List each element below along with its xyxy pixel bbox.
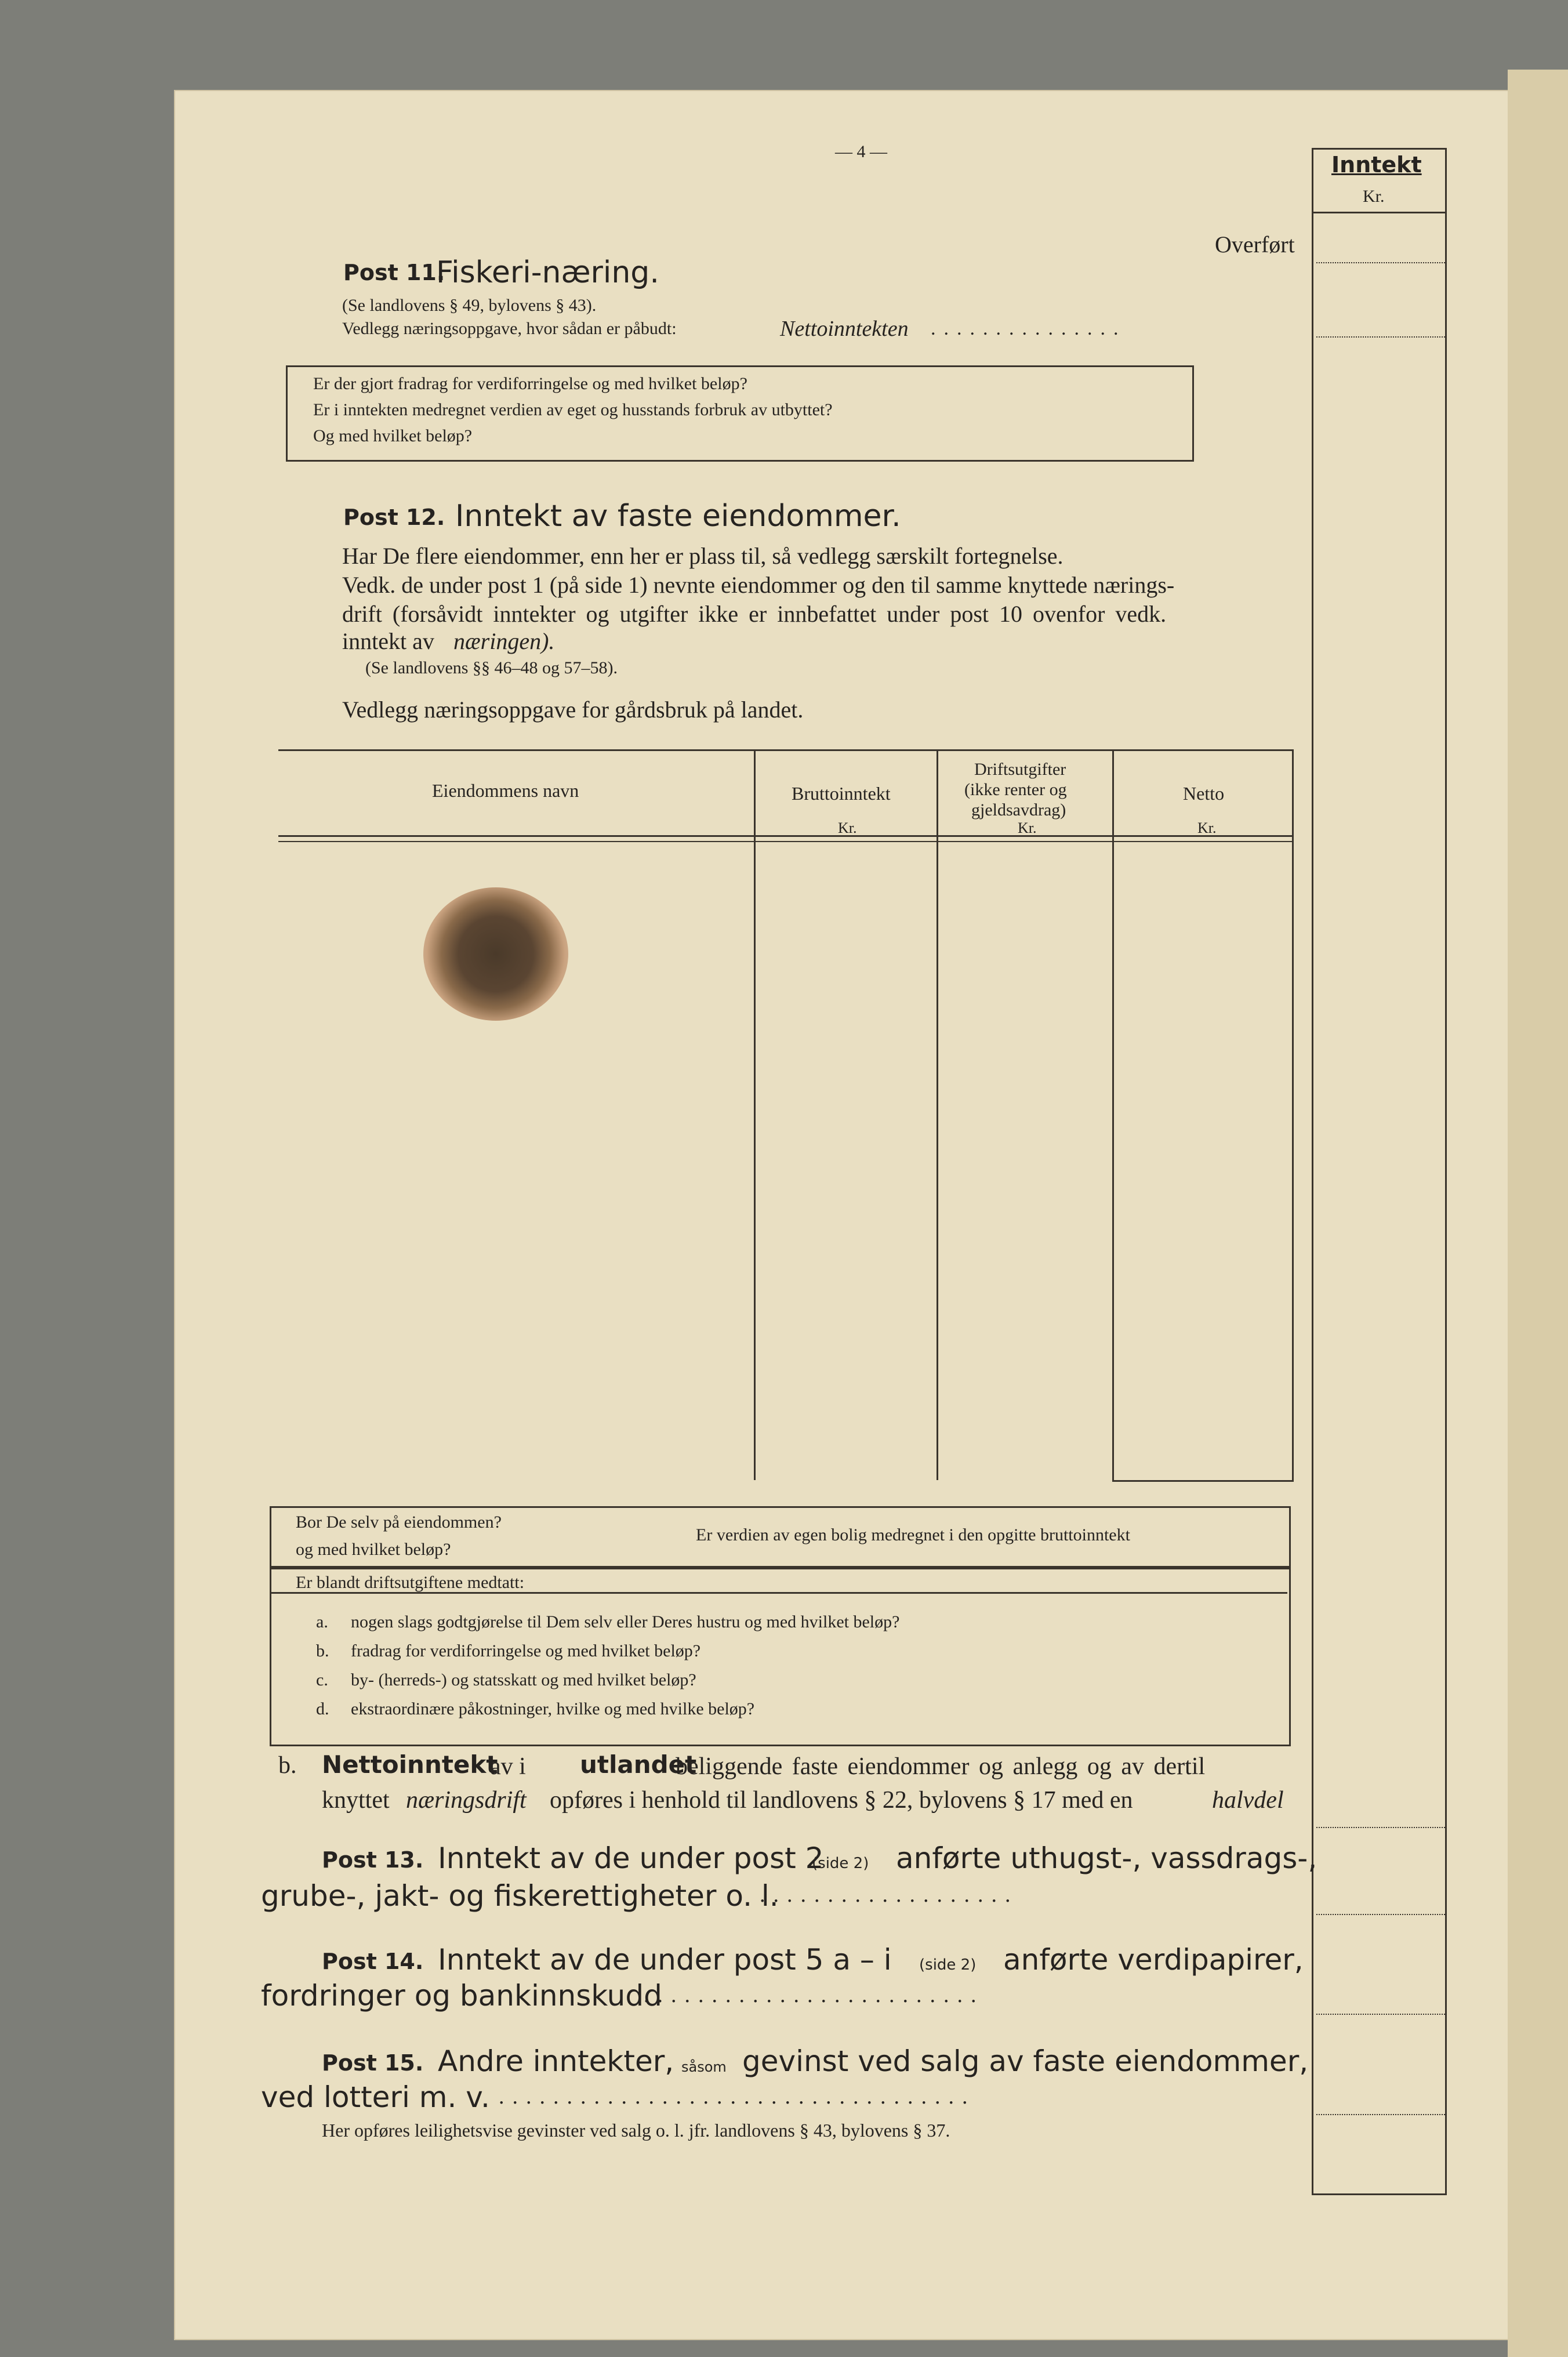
post11-title: Fiskeri-næring. bbox=[436, 255, 659, 290]
post14-line1a: Inntekt av de under post 5 a – i bbox=[438, 1943, 892, 1977]
post12b-t1: av i bbox=[490, 1753, 526, 1780]
th-eiendommens-navn: Eiendommens navn bbox=[432, 780, 579, 801]
margin-rule-left bbox=[1312, 148, 1313, 2195]
table-header-rule bbox=[278, 835, 1293, 837]
drift-c-key: c. bbox=[316, 1670, 328, 1689]
table-top-rule bbox=[278, 749, 1293, 751]
overfort-label: Overført bbox=[1215, 231, 1295, 258]
drift-c-text: by- (herreds-) og statsskatt og med hvilket beløp? bbox=[351, 1670, 696, 1689]
table-header-rule-2 bbox=[278, 841, 1293, 842]
th-netto: Netto bbox=[1183, 783, 1225, 804]
th-drift-1: Driftsutgifter bbox=[974, 760, 1066, 779]
drift-d-key: d. bbox=[316, 1699, 329, 1718]
th-drift-unit: Kr. bbox=[1018, 819, 1037, 836]
post15-dots: ................................... bbox=[499, 2084, 976, 2109]
bolig-q1: Bor De selv på eiendommen? bbox=[296, 1513, 502, 1532]
table-netto-bottom-rule bbox=[1112, 1480, 1294, 1482]
post15-small: såsom bbox=[681, 2059, 727, 2075]
post15-line1a: Andre inntekter, bbox=[438, 2044, 674, 2078]
post13-dots: ................... bbox=[760, 1883, 1019, 1907]
margin-post13-line bbox=[1316, 1914, 1445, 1915]
table-col2-rule bbox=[937, 749, 938, 1480]
page-number: — 4 — bbox=[835, 142, 887, 161]
post14-line1b: anførte verdipapirer, bbox=[1003, 1943, 1304, 1977]
th-bruttoinntekt: Bruttoinntekt bbox=[792, 783, 891, 804]
post15-note: Her opføres leilighetsvise gevinster ved salg o. l. jfr. landlovens § 43, bylovens § 37. bbox=[322, 2120, 950, 2141]
margin-post11-line bbox=[1316, 336, 1445, 338]
post12-line1: Har De flere eiendommer, enn her er plass til, så vedlegg særskilt fortegnelse. bbox=[342, 543, 1064, 569]
post11-q3: Og med hvilket beløp? bbox=[313, 426, 473, 445]
drift-b-key: b. bbox=[316, 1641, 329, 1660]
margin-overfort-line bbox=[1316, 262, 1445, 263]
post12-vedlegg: Vedlegg næringsoppgave for gårdsbruk på landet. bbox=[342, 697, 804, 723]
th-drift-3: gjeldsavdrag) bbox=[971, 800, 1066, 819]
margin-post12b-line bbox=[1316, 1827, 1445, 1828]
ink-stain bbox=[423, 887, 568, 1021]
next-page-edge bbox=[1508, 70, 1568, 2357]
post11-q1: Er der gjort fradrag for verdiforringelse og med hvilket beløp? bbox=[313, 374, 747, 393]
post15-line1b: gevinst ved salg av faste eiendommer, bbox=[742, 2044, 1309, 2078]
post13-line1a: Inntekt av de under post 2 bbox=[438, 1841, 824, 1875]
post12-line3: drift (forsåvidt inntekter og utgifter ikke er innbefattet under post 10 ovenfor vedk. bbox=[342, 601, 1167, 627]
post12-line4b: næringen). bbox=[453, 628, 555, 654]
margin-bottom-rule bbox=[1312, 2193, 1445, 2195]
th-netto-unit: Kr. bbox=[1197, 819, 1217, 836]
post11-ref: (Se landlovens § 49, bylovens § 43). bbox=[342, 296, 597, 315]
drift-a-key: a. bbox=[316, 1612, 328, 1631]
margin-header: Inntekt bbox=[1331, 152, 1422, 177]
post11-netto: Nettoinntekten bbox=[780, 317, 909, 341]
post12-line4a: inntekt av bbox=[342, 628, 434, 654]
post11-number: Post 11. bbox=[343, 260, 445, 285]
margin-post14-line bbox=[1316, 2014, 1445, 2015]
post12-title: Inntekt av faste eiendommer. bbox=[455, 499, 901, 534]
margin-post15-line bbox=[1316, 2114, 1445, 2115]
bolig-q2: og med hvilket beløp? bbox=[296, 1540, 451, 1559]
post14-dots: ......................... bbox=[644, 1983, 985, 2007]
post12b-key: b. bbox=[278, 1752, 297, 1779]
post11-dots: ............... bbox=[931, 318, 1127, 339]
post12b-bold1: Nettoinntekt bbox=[322, 1750, 498, 1779]
drift-b-text: fradrag for verdiforringelse og med hvilket beløp? bbox=[351, 1641, 701, 1660]
post14-side: (side 2) bbox=[919, 1956, 977, 1974]
table-col1-rule bbox=[754, 749, 756, 1480]
post12-number: Post 12. bbox=[343, 505, 445, 530]
post15-line2: ved lotteri m. v. bbox=[261, 2080, 490, 2114]
post14-line2: fordringer og bankinnskudd bbox=[261, 1979, 662, 2012]
post12-line2: Vedk. de under post 1 (på side 1) nevnte eiendommer og den til samme knyttede nærings- bbox=[342, 572, 1175, 598]
post12b-t3: knyttet bbox=[322, 1787, 390, 1814]
margin-top-rule bbox=[1312, 148, 1445, 150]
post11-vedlegg: Vedlegg næringsoppgave, hvor sådan er påbudt: bbox=[342, 319, 677, 338]
post14-number: Post 14. bbox=[322, 1949, 424, 1974]
post13-line2: grube-, jakt- og fiskerettigheter o. l. bbox=[261, 1879, 779, 1913]
bolig-q3: Er verdien av egen bolig medregnet i den opgitte bruttoinntekt bbox=[696, 1525, 1130, 1544]
post13-side: (side 2) bbox=[812, 1855, 869, 1872]
drift-a-text: nogen slags godtgjørelse til Dem selv eller Deres hustru og med hvilket beløp? bbox=[351, 1612, 900, 1631]
table-col4-rule bbox=[1292, 749, 1294, 1480]
table-col3-rule bbox=[1112, 749, 1114, 1480]
post13-line1b: anførte uthugst-, vassdrags-, bbox=[896, 1841, 1317, 1875]
post12b-i1: næringsdrift bbox=[406, 1787, 527, 1814]
th-brutto-unit: Kr. bbox=[838, 819, 857, 836]
margin-unit: Kr. bbox=[1363, 187, 1385, 206]
margin-header-rule bbox=[1312, 212, 1445, 213]
margin-rule-right bbox=[1445, 148, 1447, 2195]
post12b-t4: opføres i henhold til landlovens § 22, bylovens § 17 med en bbox=[550, 1787, 1133, 1814]
post12b-bold2: utlandet bbox=[580, 1750, 697, 1779]
th-drift-2: (ikke renter og bbox=[964, 780, 1067, 799]
drift-title: Er blandt driftsutgiftene medtatt: bbox=[296, 1573, 525, 1592]
post12-ref: (Se landlovens §§ 46–48 og 57–58). bbox=[365, 658, 618, 677]
post15-number: Post 15. bbox=[322, 2050, 424, 2076]
post11-q2: Er i inntekten medregnet verdien av eget og husstands forbruk av utbyttet? bbox=[313, 400, 833, 419]
drift-d-text: ekstraordinære påkostninger, hvilke og med hvilke beløp? bbox=[351, 1699, 755, 1718]
post13-number: Post 13. bbox=[322, 1847, 424, 1873]
post12b-i2: halvdel bbox=[1212, 1787, 1284, 1814]
post12b-t2: beliggende faste eiendommer og anlegg og av dertil bbox=[676, 1753, 1206, 1780]
